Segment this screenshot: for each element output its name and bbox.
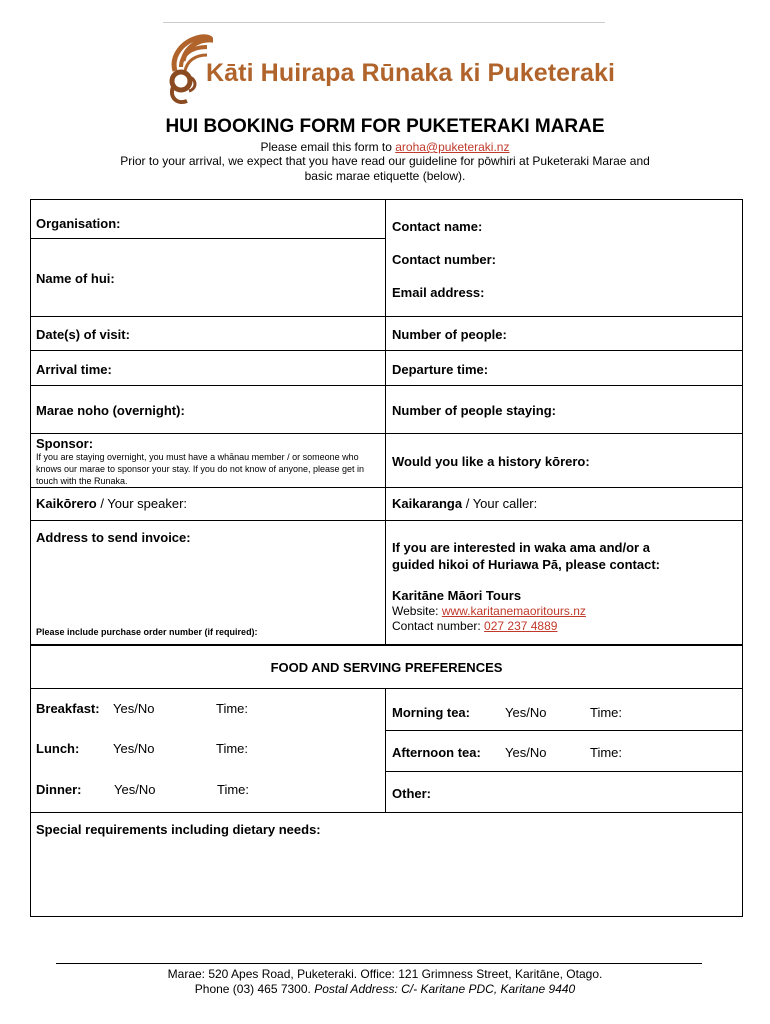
- footer-postal: Postal Address: C/- Karitane PDC, Karitane 9440: [310, 982, 576, 996]
- dinner-time[interactable]: Time:: [217, 782, 250, 797]
- tours-contact: [392, 619, 557, 633]
- guideline-line-1: Prior to your arrival, we expect that you have read our guideline for pōwhiri at Puketeraki Marae and: [120, 154, 650, 168]
- breakfast-time[interactable]: Time:: [216, 701, 249, 716]
- lunch-yes-no[interactable]: Yes/No: [113, 741, 155, 756]
- people-staying-field[interactable]: Number of people staying:: [392, 403, 556, 418]
- history-korero-field[interactable]: Would you like a history kōrero:: [392, 454, 590, 469]
- people-count-field[interactable]: Number of people:: [392, 327, 507, 342]
- contact-label: Contact number:: [392, 619, 485, 633]
- email-instruction: [0, 140, 770, 155]
- footer-divider: [56, 963, 702, 964]
- dinner-yes-no[interactable]: Yes/No: [114, 782, 156, 797]
- footer-phone: Phone (03) 465 7300.: [194, 982, 311, 996]
- morning-tea-time[interactable]: Time:: [590, 705, 623, 720]
- special-requirements-field[interactable]: Special requirements including dietary needs:: [36, 822, 321, 837]
- tours-website: [392, 604, 586, 618]
- logo-text: Kāti Huirapa Rūnaka ki Puketeraki: [206, 59, 616, 87]
- invoice-address-field[interactable]: Address to send invoice:: [36, 530, 191, 545]
- departure-time-field[interactable]: Departure time:: [392, 362, 489, 377]
- email-address-field[interactable]: Email address:: [392, 285, 485, 300]
- speaker-field[interactable]: [36, 496, 187, 511]
- contact-number-field[interactable]: Contact number:: [392, 252, 496, 267]
- contact-name-field[interactable]: Contact name:: [392, 219, 483, 234]
- organisation-field[interactable]: Organisation:: [36, 216, 121, 231]
- page-title: HUI BOOKING FORM FOR PUKETERAKI MARAE: [165, 116, 605, 137]
- food-preferences-table: [30, 645, 743, 917]
- breakfast-yes-no[interactable]: Yes/No: [113, 701, 155, 716]
- sponsor-note: If you are staying overnight, you must have a whānau member / or someone who knows our marae to sponsor your stay. If you do not know of anyone, please get in touch with the Runaka.: [36, 452, 365, 486]
- lunch-label: Lunch:: [36, 741, 80, 756]
- email-prefix: Please email this form to: [260, 140, 396, 154]
- kaikorero-label: Kaikōrero: [36, 496, 97, 511]
- tours-website-link[interactable]: www.karitanemaoritours.nz: [441, 604, 586, 618]
- morning-tea-label: Morning tea:: [392, 705, 470, 720]
- overnight-stay-field[interactable]: Marae noho (overnight):: [36, 403, 185, 418]
- website-label: Website:: [392, 604, 442, 618]
- afternoon-tea-time[interactable]: Time:: [590, 745, 623, 760]
- footer-address: Marae: 520 Apes Road, Puketeraki. Office: 121 Grimness Street, Karitāne, Otago.: [167, 967, 603, 981]
- waka-info-line-2: guided hikoi of Huriawa Pā, please contact:: [392, 557, 660, 572]
- morning-tea-yes-no[interactable]: Yes/No: [505, 705, 547, 720]
- visit-dates-field[interactable]: Date(s) of visit:: [36, 327, 130, 342]
- caller-suffix: / Your caller:: [462, 496, 538, 511]
- breakfast-label: Breakfast:: [36, 701, 100, 716]
- afternoon-tea-yes-no[interactable]: Yes/No: [505, 745, 547, 760]
- tours-name: Karitāne Māori Tours: [392, 588, 522, 603]
- kaikaranga-label: Kaikaranga: [392, 496, 463, 511]
- guideline-line-2: basic marae etiquette (below).: [304, 169, 466, 183]
- purchase-order-note: Please include purchase order number (if required):: [36, 627, 258, 637]
- waka-info-line-1: If you are interested in waka ama and/or a: [392, 540, 650, 555]
- arrival-time-field[interactable]: Arrival time:: [36, 362, 112, 377]
- footer-contact: [0, 981, 770, 997]
- logo: [163, 22, 616, 110]
- tours-phone-link[interactable]: 027 237 4889: [484, 619, 558, 633]
- booking-form-table: [30, 199, 743, 645]
- email-link[interactable]: aroha@puketeraki.nz: [395, 140, 510, 154]
- afternoon-tea-label: Afternoon tea:: [392, 745, 481, 760]
- dinner-label: Dinner:: [36, 782, 82, 797]
- speaker-suffix: / Your speaker:: [96, 496, 188, 511]
- sponsor-field[interactable]: Sponsor:: [36, 436, 94, 451]
- other-field[interactable]: Other:: [392, 786, 431, 801]
- food-heading: FOOD AND SERVING PREFERENCES: [270, 660, 503, 675]
- caller-field[interactable]: [392, 496, 537, 511]
- lunch-time[interactable]: Time:: [216, 741, 249, 756]
- hui-name-field[interactable]: Name of hui:: [36, 271, 115, 286]
